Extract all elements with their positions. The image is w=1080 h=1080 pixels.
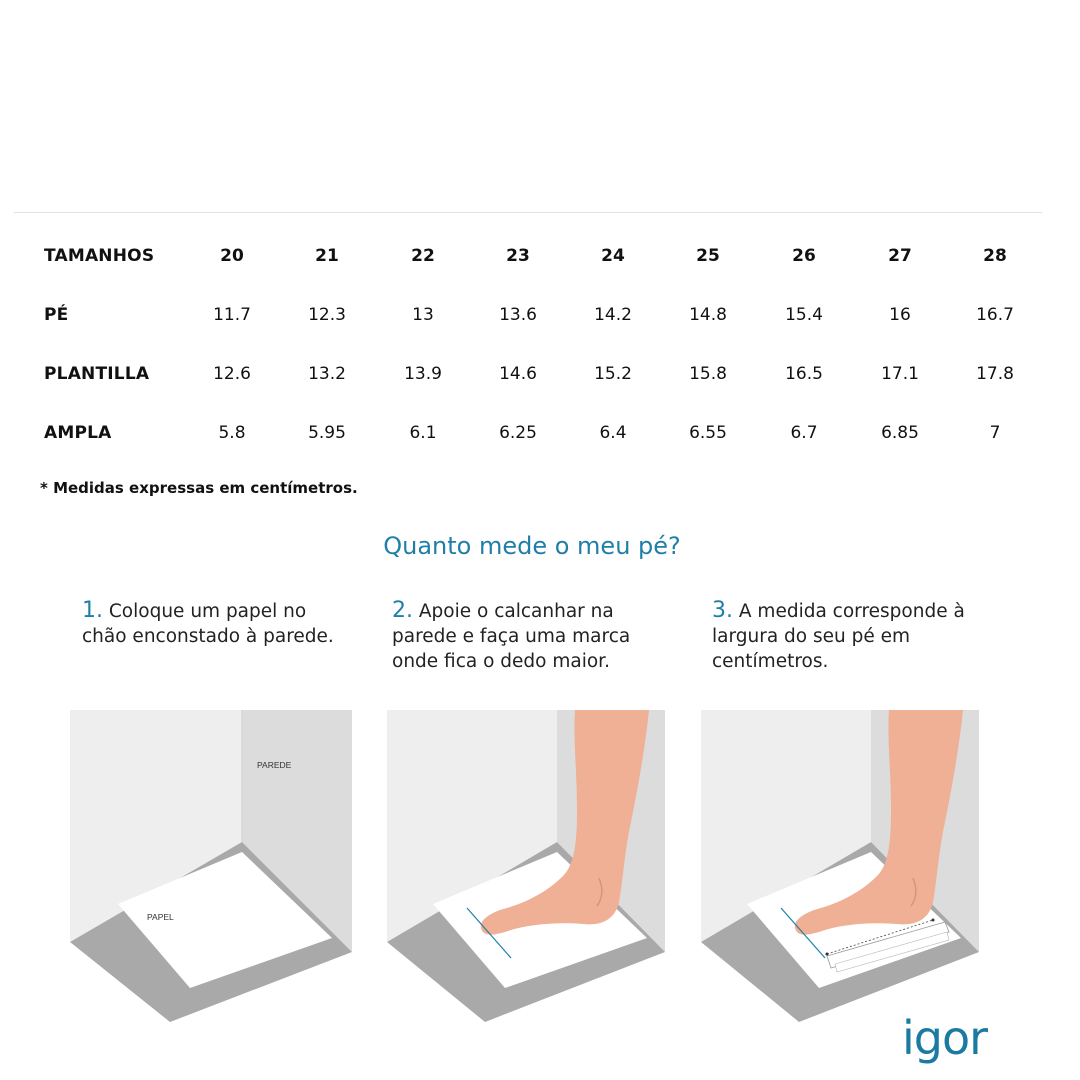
table-cell: 12.3 [308, 305, 346, 325]
row-label: PÉ [44, 305, 69, 325]
table-cell: 17.8 [976, 364, 1014, 384]
paper-label: PAPEL [147, 912, 174, 922]
table-row-plantilla [0, 359, 1080, 389]
table-cell: 16 [889, 305, 911, 325]
table-cell: 6.55 [689, 423, 727, 443]
table-cell: 15.8 [689, 364, 727, 384]
illustration-foot-mark [387, 710, 665, 1022]
table-cell: 11.7 [213, 305, 251, 325]
table-cell: 17.1 [881, 364, 919, 384]
table-cell: 27 [888, 246, 912, 266]
table-cell: 24 [601, 246, 625, 266]
table-cell: 14.2 [594, 305, 632, 325]
table-cell: 6.1 [409, 423, 437, 443]
step-number: 1. [82, 598, 103, 623]
table-cell: 15.2 [594, 364, 632, 384]
table-cell: 14.6 [499, 364, 537, 384]
table-cell: 20 [220, 246, 244, 266]
table-cell: 28 [983, 246, 1007, 266]
illustration-paper-on-floor [70, 710, 352, 1022]
table-cell: 13 [412, 305, 434, 325]
table-cell: 13.2 [308, 364, 346, 384]
table-cell: 6.4 [599, 423, 627, 443]
step-3 [712, 598, 982, 674]
header-label: TAMANHOS [44, 246, 155, 266]
table-cell: 16.5 [785, 364, 823, 384]
table-cell: 21 [315, 246, 339, 266]
measurement-note: * Medidas expressas em centímetros. [40, 479, 358, 497]
table-cell: 16.7 [976, 305, 1014, 325]
table-row-pe [0, 300, 1080, 330]
row-label: PLANTILLA [44, 364, 150, 384]
brand-logo: igor [902, 1011, 988, 1065]
wall-label: PAREDE [257, 760, 292, 770]
table-cell: 25 [696, 246, 720, 266]
table-cell: 6.25 [499, 423, 537, 443]
step-number: 2. [392, 598, 413, 623]
step-text: Apoie o calcanhar na parede e faça uma marca onde fica o dedo maior. [392, 601, 631, 672]
step-text: A medida corresponde à largura do seu pé em centímetros. [712, 601, 965, 672]
top-divider [14, 212, 1042, 213]
table-cell: 15.4 [785, 305, 823, 325]
table-cell: 5.8 [218, 423, 246, 443]
table-cell: 5.95 [308, 423, 346, 443]
table-cell: 22 [411, 246, 435, 266]
table-cell: 12.6 [213, 364, 251, 384]
step-number: 3. [712, 598, 733, 623]
table-cell: 7 [989, 423, 1001, 443]
table-cell: 6.85 [881, 423, 919, 443]
table-cell: 13.6 [499, 305, 537, 325]
table-cell: 13.9 [404, 364, 442, 384]
table-header-row [0, 241, 1080, 271]
step-1 [82, 598, 352, 649]
table-row-ampla [0, 418, 1080, 448]
table-cell: 26 [792, 246, 816, 266]
section-title: Quanto mede o meu pé? [383, 532, 681, 560]
table-cell: 6.7 [790, 423, 818, 443]
step-2 [392, 598, 662, 674]
illustration-width-measure [701, 710, 979, 1022]
table-cell: 14.8 [689, 305, 727, 325]
step-text: Coloque um papel no chão enconstado à parede. [82, 601, 334, 647]
table-cell: 23 [506, 246, 530, 266]
row-label: AMPLA [44, 423, 112, 443]
